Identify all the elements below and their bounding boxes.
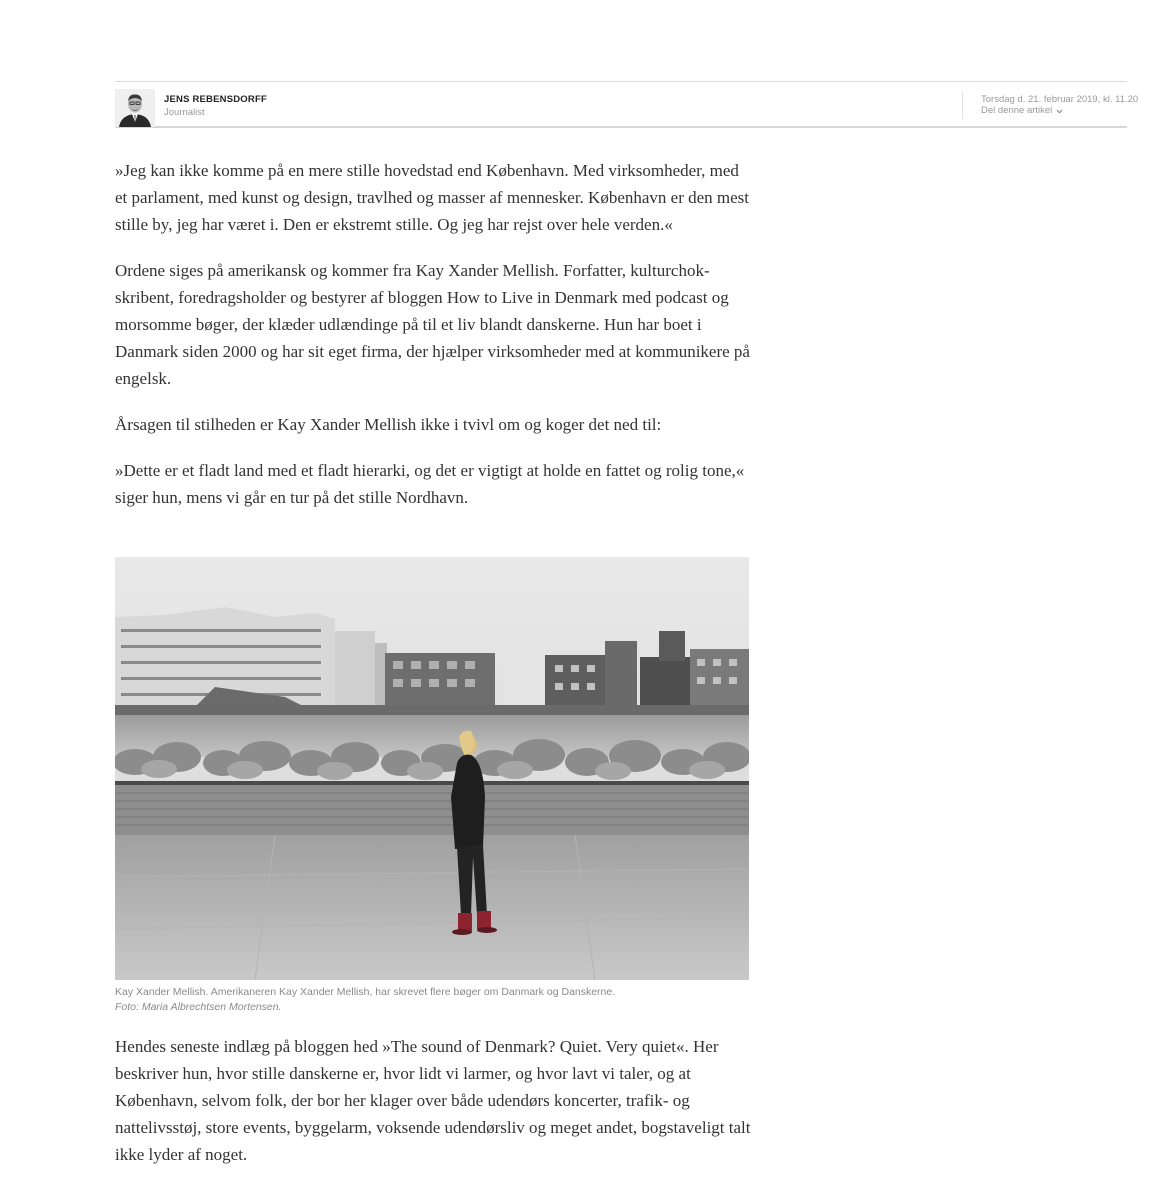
share-article-button[interactable] [981, 105, 1127, 116]
article-paragraph: »Dette er et fladt land med et fladt hierarki, og det er vigtigt at holde en fattet og rolig tone,« siger hun, mens vi går en tur på det stille Nordhavn. [115, 461, 745, 507]
share-label: Del denne artikel [981, 105, 1053, 116]
chevron-down-icon [1056, 107, 1063, 114]
article-paragraph: Ordene siges på amerikansk og kommer fra Kay Xander Mellish. Forfatter, kulturchok-skribent, foredragsholder og bestyrer af bloggen How to Live in Denmark med podcast og morsomme bøger, der klæder udlændinge på til et liv blandt danskerne. Hun har boet i Danmark siden 2000 og har sit eget firma, der hjælper virksomheder med at kommunikere på engelsk. [115, 261, 750, 388]
photo-credit: Foto: Maria Albrechtsen Mortensen. [115, 1001, 282, 1013]
author-byline [115, 81, 1139, 128]
article-body [115, 157, 755, 530]
publish-date: Torsdag d. 21. februar 2019, kl. 11.20 [981, 94, 1139, 105]
divider [962, 92, 963, 119]
article-figure [115, 557, 749, 1015]
author-photo [115, 89, 155, 127]
article-photo[interactable] [115, 557, 749, 980]
author-role: Journalist [164, 107, 205, 118]
article-paragraph: »Jeg kan ikke komme på en mere stille hovedstad end København. Med virksomheder, med et parlament, med kunst og design, travlhed og masser af mennesker. København er den mest stille by, jeg har været i. Den er ekstremt stille. Og jeg har rejst over hele verden.« [115, 161, 750, 234]
photo-caption [115, 985, 749, 1015]
caption-text: Kay Xander Mellish. Amerikaneren Kay Xander Mellish, har skrevet flere bøger om Danmark og Danskerne. [115, 986, 616, 998]
article-body-continued [115, 1033, 755, 1187]
author-name[interactable]: JENS REBENSDORFF [164, 94, 267, 105]
article-paragraph: Årsagen til stilheden er Kay Xander Mellish ikke i tvivl om og koger det ned til: [115, 415, 662, 434]
author-avatar[interactable] [115, 89, 155, 127]
article-meta [981, 94, 1139, 116]
article-paragraph: Hendes seneste indlæg på bloggen hed »The sound of Denmark? Quiet. Very quiet«. Her beskriver hun, hvor stille danskerne er, hvor lidt vi larmer, og hvor lavt vi taler, og at København, selvom folk, der bor her klager over både udendørs koncerter, trafik- og nattelivsstøj, store events, byggelarm, voksende udendørsliv og meget andet, bogstaveligt talt ikke lyder af noget. [115, 1037, 751, 1164]
